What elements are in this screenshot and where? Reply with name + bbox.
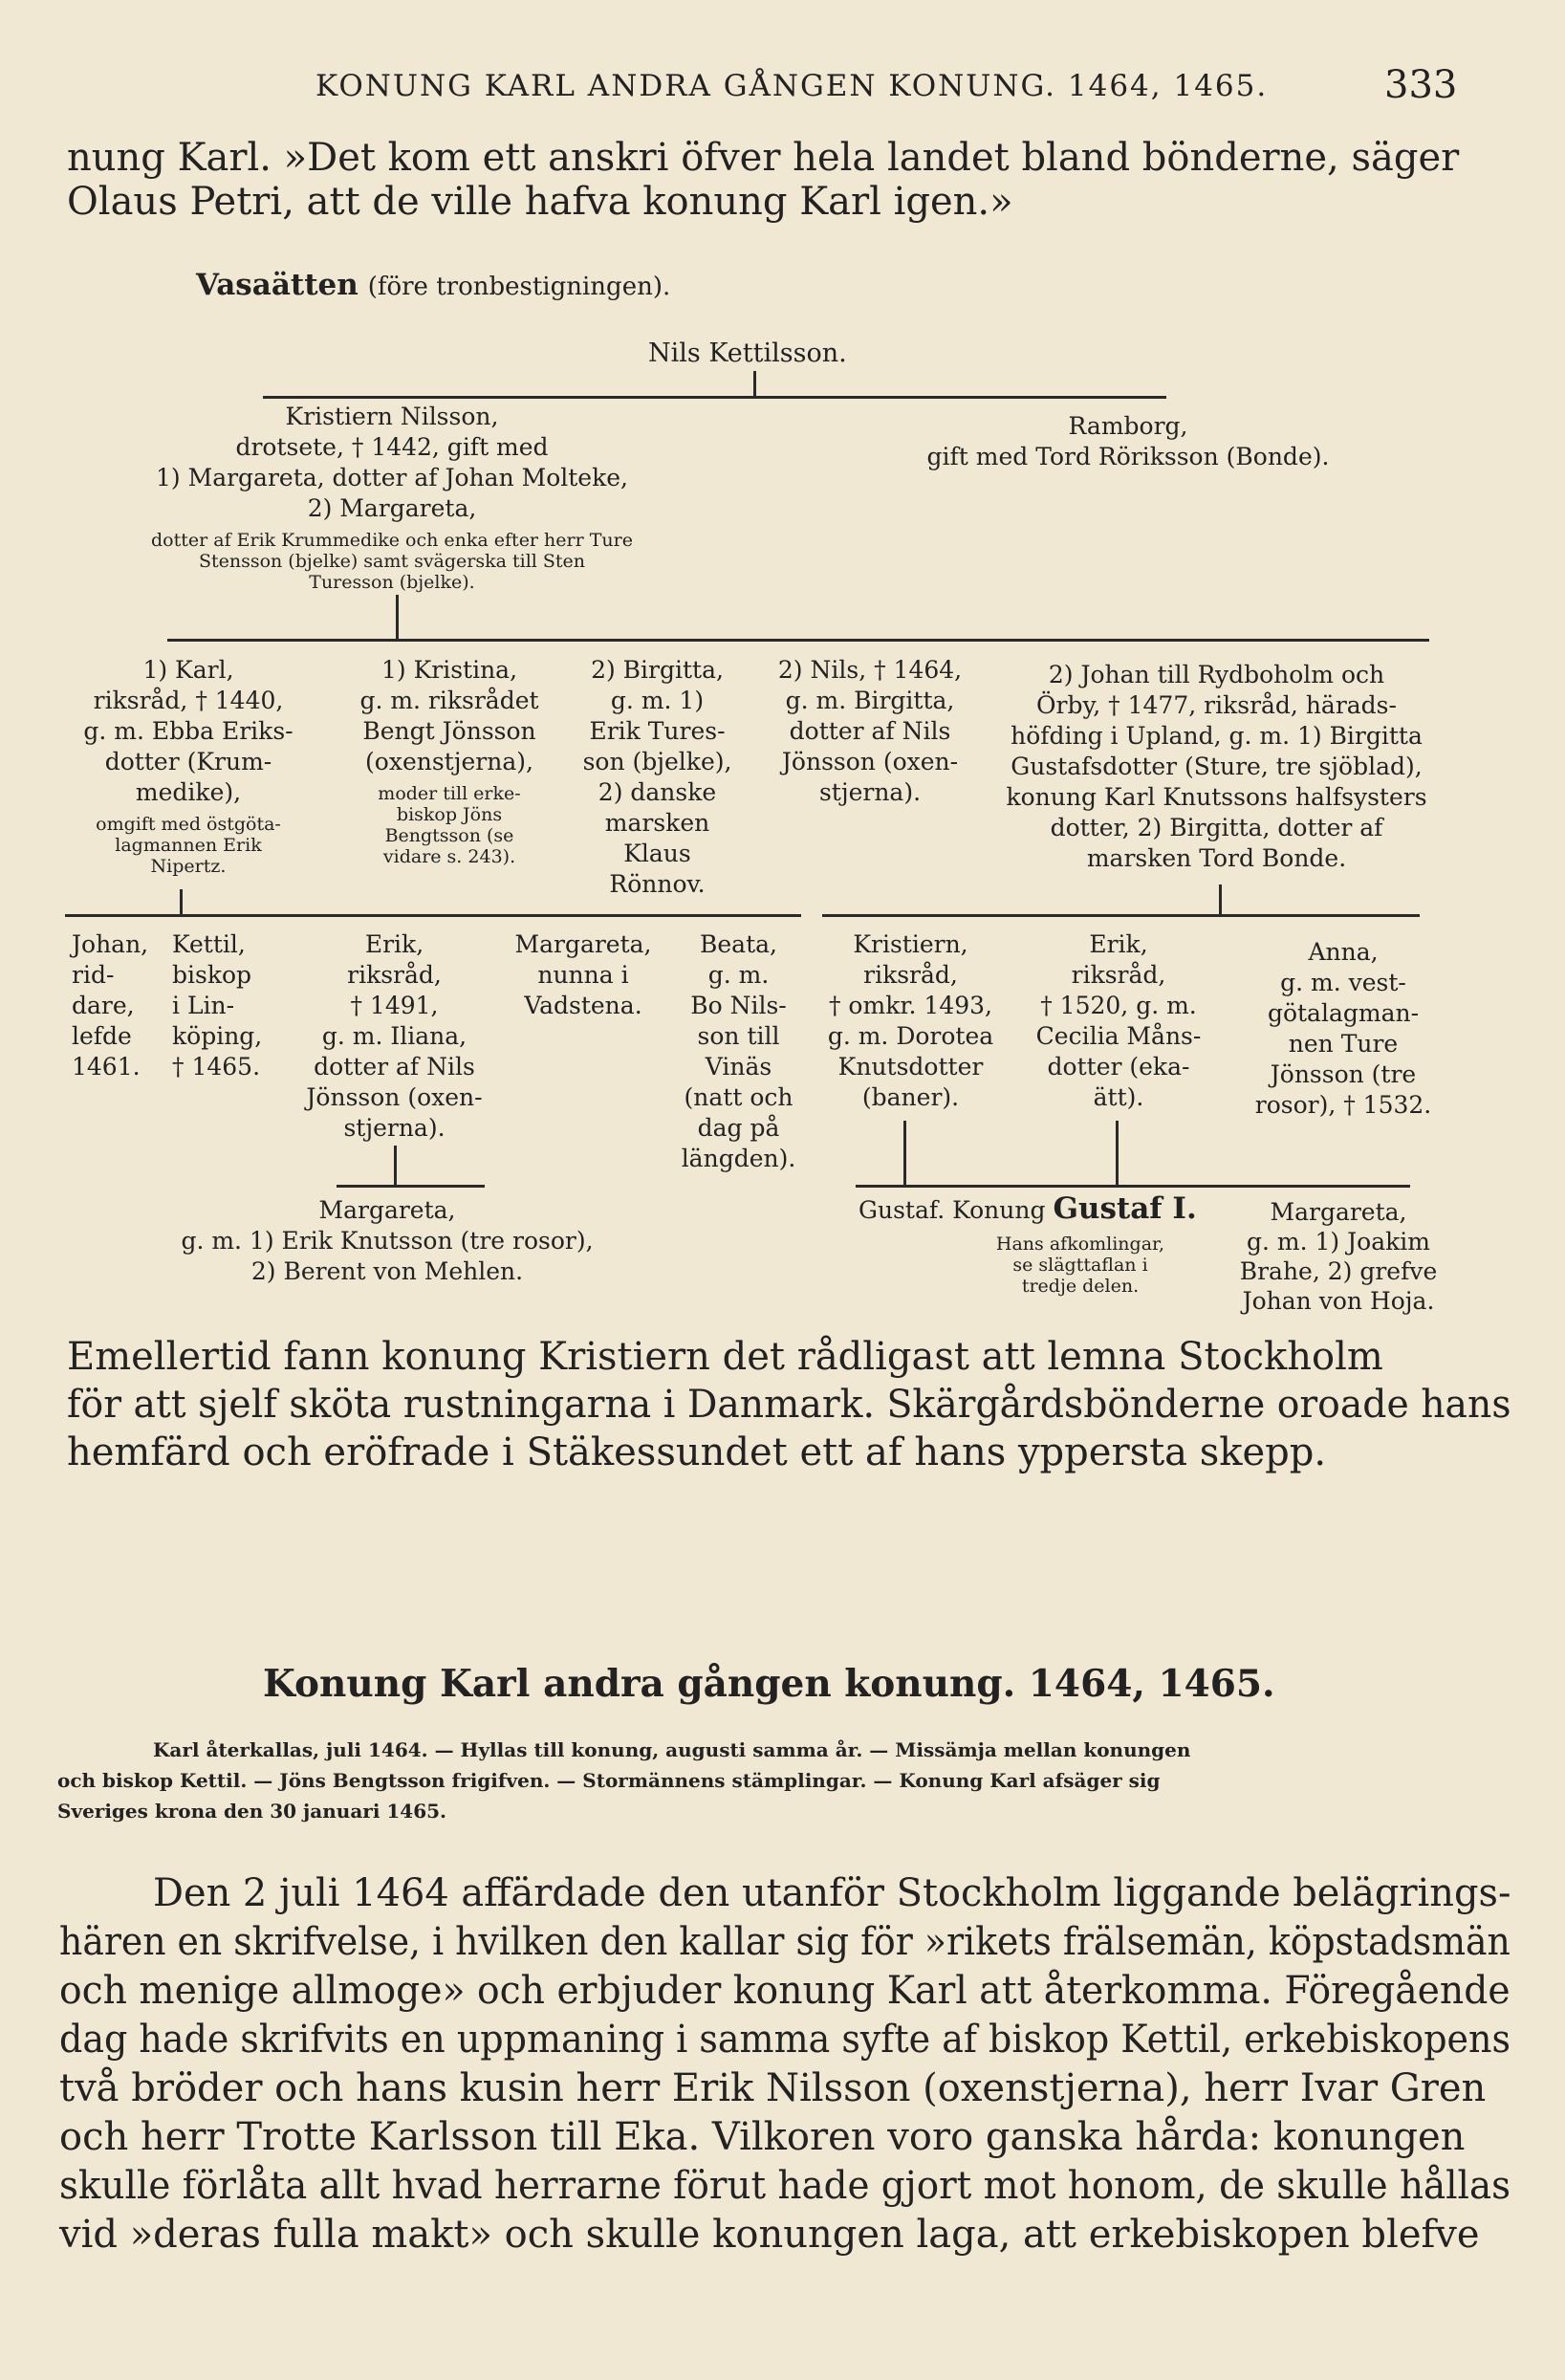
- summary-line-1: Karl återkallas, juli 1464. — Hyllas till konung, augusti samma år. — Missämja mellan konungen: [153, 1738, 1191, 1761]
- summary-line-3: Sveriges krona den 30 januari 1465.: [57, 1800, 447, 1823]
- gen3-erik: Erik, riksråd, † 1491, g. m. Iliana, dotter af Nils Jönsson (oxen- stjerna).: [306, 930, 483, 1142]
- page-number: 333: [1384, 63, 1458, 107]
- gen1-kristiern-note: dotter af Erik Krummedike och enka efter herr Ture Stensson (bjelke) samt svägerska till Sten Turesson (bjelke).: [151, 530, 633, 593]
- gen4-margareta2: Margareta, g. m. 1) Joakim Brahe, 2) grefve Johan von Hoja.: [1239, 1198, 1438, 1315]
- gen4-margareta: Margareta, g. m. 1) Erik Knutsson (tre rosor), 2) Berent von Mehlen.: [181, 1196, 594, 1285]
- gen3-johan: Johan, rid- dare, lefde 1461.: [72, 930, 149, 1081]
- body-line-6: och herr Trotte Karlsson till Eka. Vilkoren voro ganska hårda: konungen: [59, 2115, 1466, 2159]
- para1-line-3: hemfärd och eröfrade i Stäkessundet ett af hans yppersta skepp.: [67, 1430, 1327, 1474]
- body-line-8: vid »deras fulla makt» och skulle konungen laga, att erkebiskopen blefve: [59, 2213, 1480, 2257]
- gustaf-name: Gustaf I.: [1053, 1191, 1197, 1226]
- gen1-ramborg: Ramborg, gift med Tord Röriksson (Bonde).: [926, 412, 1330, 470]
- body-line-1: Den 2 juli 1464 affärdade den utanför Stockholm liggande belägrings-: [153, 1871, 1511, 1915]
- gen3-anna: Anna, g. m. vest- götalagman- nen Ture Jönsson (tre rosor), † 1532.: [1254, 938, 1432, 1119]
- body-line-2: hären en skrifvelse, i hvilken den kallar sig för »rikets frälsemän, köpstadsmän: [59, 1920, 1511, 1964]
- gen2-kristina: 1) Kristina, g. m. riksrådet Bengt Jönsson (oxenstjerna),: [359, 656, 539, 775]
- gen2-johan: 2) Johan till Rydboholm och Örby, † 1477, riksråd, härads- höfding i Upland, g. m. 1) Birgitta Gustafsdotter (Sture, tre sjöblad), konung Karl Knutssons halfsysters dotter, 2) Birgitta, dotter af marsken Tord Bonde.: [1006, 661, 1427, 872]
- body-line-7: skulle förlåta allt hvad herrarne förut hade gjort mot honom, de skulle hållas: [59, 2164, 1511, 2208]
- gen2-kristina-note: moder till erke- biskop Jöns Bengtsson (se vidare s. 243).: [378, 783, 521, 867]
- summary-line-2: och biskop Kettil. — Jöns Bengtsson frigifven. — Stormännens stämplingar. — Konung Karl afsäger sig: [57, 1769, 1161, 1792]
- running-title: KONUNG KARL ANDRA GÅNGEN KONUNG. 1464, 1465.: [315, 69, 1269, 103]
- gustaf-prefix: Gustaf. Konung: [859, 1196, 1046, 1224]
- gen3-kristiern: Kristiern, riksråd, † omkr. 1493, g. m. Dorotea Knutsdotter (baner).: [827, 930, 994, 1111]
- intro-line-2: Olaus Petri, att de ville hafva konung Karl igen.»: [67, 180, 1013, 224]
- gen2-birgitta: 2) Birgitta, g. m. 1) Erik Tures- son (bjelke), 2) danske marsken Klaus Rönnov.: [582, 656, 732, 898]
- gen2-karl-note: omgift med östgöta- lagmannen Erik Nipertz.: [96, 814, 281, 877]
- genealogy-root: Nils Kettilsson.: [648, 338, 847, 368]
- section-title: Konung Karl andra gången konung. 1464, 1465.: [263, 1662, 1275, 1706]
- body-line-5: två bröder och hans kusin herr Erik Nilsson (oxenstjerna), herr Ivar Gren: [59, 2066, 1487, 2110]
- gen2-karl: 1) Karl, riksråd, † 1440, g. m. Ebba Eriks- dotter (Krum- medike),: [83, 656, 293, 806]
- gen3-erik2: Erik, riksråd, † 1520, g. m. Cecilia Måns- dotter (eka- ätt).: [1035, 930, 1202, 1111]
- para1-line-2: för att sjelf sköta rustningarna i Danmark. Skärgårdsbönderne oroade hans: [67, 1383, 1511, 1427]
- intro-line-1: nung Karl. »Det kom ett anskri öfver hela landet bland bönderne, säger: [67, 136, 1460, 180]
- body-line-4: dag hade skrifvits en uppmaning i samma syfte af biskop Kettil, erkebiskopens: [59, 2018, 1511, 2062]
- gen3-kettil: Kettil, biskop i Lin- köping, † 1465.: [172, 930, 263, 1081]
- genealogy-heading-note: (före tronbestigningen).: [367, 273, 671, 301]
- gen4-gustaf-note: Hans afkomlingar, se slägttaflan i tredje delen.: [995, 1234, 1165, 1297]
- genealogy-heading: Vasaätten: [196, 268, 359, 302]
- genealogy-heading-row: [196, 268, 670, 302]
- para1-line-1: Emellertid fann konung Kristiern det rådligast att lemna Stockholm: [67, 1335, 1383, 1379]
- gen4-gustaf: [859, 1193, 1197, 1226]
- gen2-nils: 2) Nils, † 1464, g. m. Birgitta, dotter af Nils Jönsson (oxen- stjerna).: [777, 656, 963, 806]
- gen3-margareta-nunna: Margareta, nunna i Vadstena.: [514, 930, 652, 1019]
- body-line-3: och menige allmoge» och erbjuder konung Karl att återkomma. Föregående: [59, 1969, 1511, 2013]
- gen3-beata: Beata, g. m. Bo Nils- son till Vinäs (natt och dag på längden).: [681, 930, 796, 1172]
- gen1-kristiern: Kristiern Nilsson, drotsete, † 1442, gift med 1) Margareta, dotter af Johan Molteke, 2) Margareta,: [155, 403, 628, 522]
